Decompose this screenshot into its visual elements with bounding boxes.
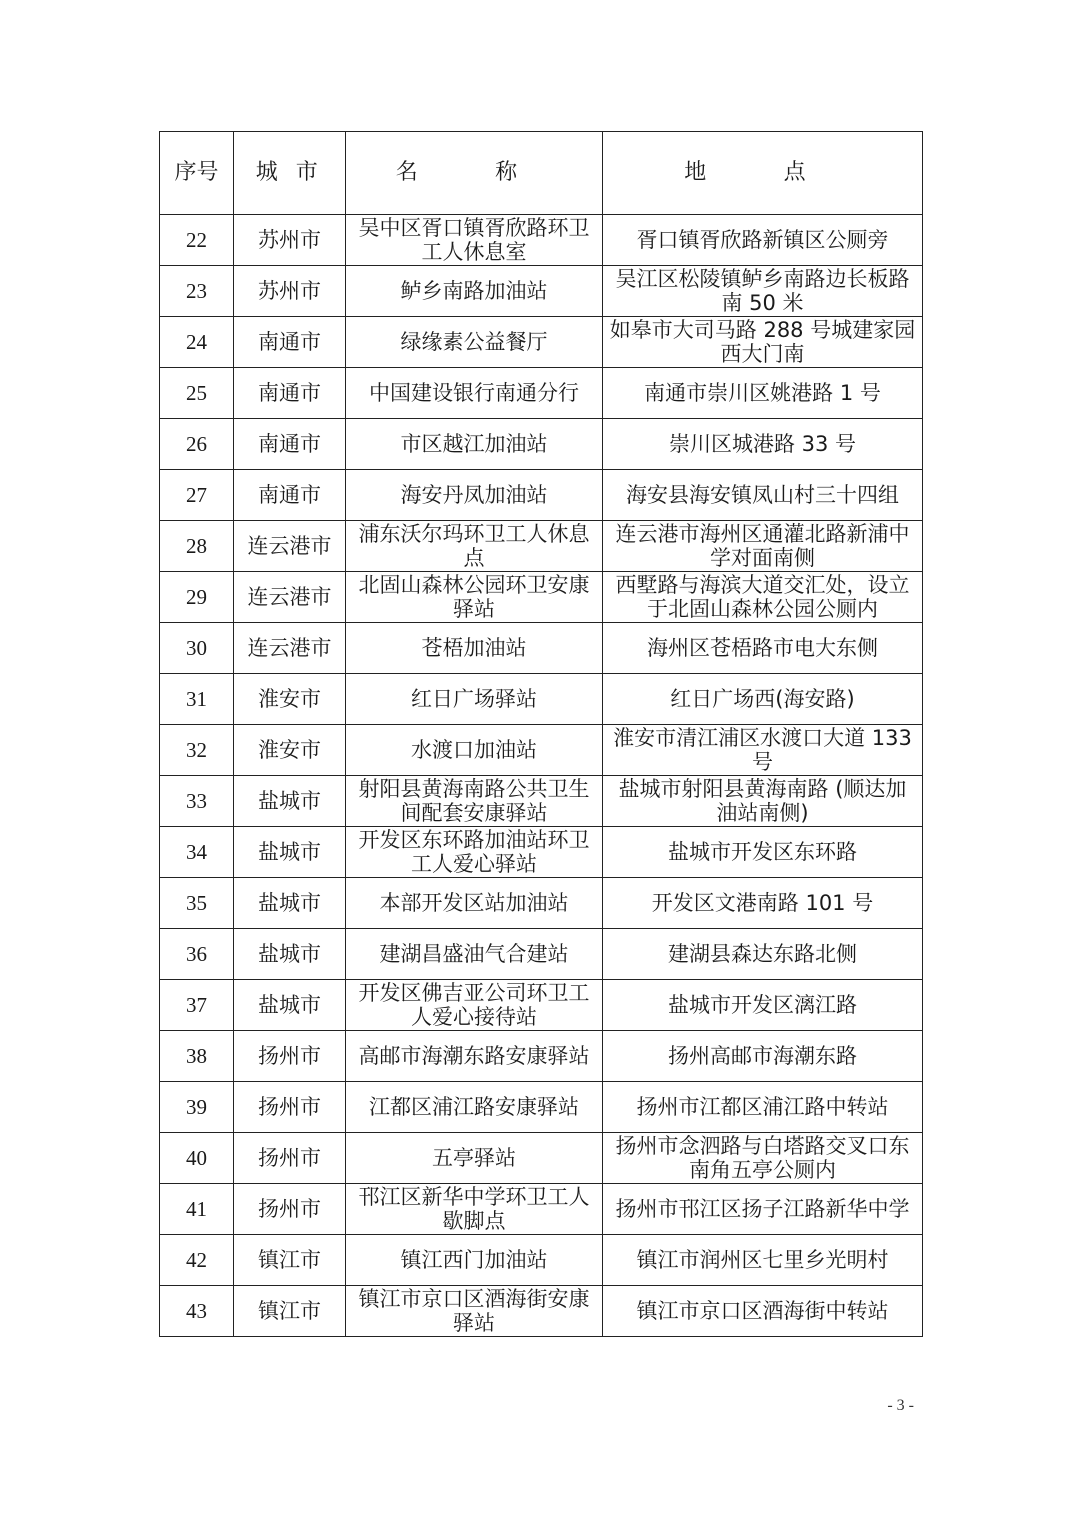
row-location: 南通市崇川区姚港路 1 号 (603, 368, 923, 419)
row-city: 盐城市 (234, 827, 346, 878)
row-location: 镇江市润州区七里乡光明村 (603, 1235, 923, 1286)
row-name: 镇江西门加油站 (346, 1235, 603, 1286)
row-seq: 41 (160, 1184, 234, 1235)
row-name: 市区越江加油站 (346, 419, 603, 470)
row-location: 红日广场西(海安路) (603, 674, 923, 725)
row-name: 浦东沃尔玛环卫工人休息点 (346, 521, 603, 572)
table-row (160, 878, 923, 929)
row-location: 海州区苍梧路市电大东侧 (603, 623, 923, 674)
table-row (160, 1133, 923, 1184)
row-location: 崇川区城港路 33 号 (603, 419, 923, 470)
row-location: 扬州市邗江区扬子江路新华中学 (603, 1184, 923, 1235)
row-seq: 23 (160, 266, 234, 317)
table-row (160, 266, 923, 317)
row-name: 海安丹凤加油站 (346, 470, 603, 521)
row-name: 北固山森林公园环卫安康驿站 (346, 572, 603, 623)
table-row (160, 776, 923, 827)
row-seq: 30 (160, 623, 234, 674)
table-row (160, 674, 923, 725)
row-seq: 42 (160, 1235, 234, 1286)
table-row (160, 725, 923, 776)
row-name: 红日广场驿站 (346, 674, 603, 725)
row-city: 盐城市 (234, 980, 346, 1031)
row-name: 苍梧加油站 (346, 623, 603, 674)
table-row (160, 1184, 923, 1235)
row-name: 邗江区新华中学环卫工人歇脚点 (346, 1184, 603, 1235)
row-name: 本部开发区站加油站 (346, 878, 603, 929)
row-location: 建湖县森达东路北侧 (603, 929, 923, 980)
table-row (160, 1031, 923, 1082)
row-name: 鲈乡南路加油站 (346, 266, 603, 317)
row-seq: 38 (160, 1031, 234, 1082)
row-seq: 27 (160, 470, 234, 521)
table-row (160, 215, 923, 266)
row-location: 扬州市念泗路与白塔路交叉口东南角五亭公厕内 (603, 1133, 923, 1184)
row-name: 射阳县黄海南路公共卫生间配套安康驿站 (346, 776, 603, 827)
row-city: 淮安市 (234, 674, 346, 725)
row-seq: 43 (160, 1286, 234, 1337)
row-city: 扬州市 (234, 1082, 346, 1133)
row-location: 镇江市京口区酒海街中转站 (603, 1286, 923, 1337)
table-row (160, 980, 923, 1031)
row-name: 中国建设银行南通分行 (346, 368, 603, 419)
table-body (160, 215, 923, 1337)
stations-table (159, 131, 923, 1337)
row-name: 江都区浦江路安康驿站 (346, 1082, 603, 1133)
row-city: 盐城市 (234, 929, 346, 980)
table-row (160, 1286, 923, 1337)
header-location: 地 点 (603, 132, 923, 215)
header-city: 城 市 (234, 132, 346, 215)
row-name: 高邮市海潮东路安康驿站 (346, 1031, 603, 1082)
row-seq: 26 (160, 419, 234, 470)
row-seq: 29 (160, 572, 234, 623)
row-location: 胥口镇胥欣路新镇区公厕旁 (603, 215, 923, 266)
row-seq: 31 (160, 674, 234, 725)
table-header-row (160, 132, 923, 215)
row-name: 绿缘素公益餐厅 (346, 317, 603, 368)
table-row (160, 317, 923, 368)
table-row (160, 1082, 923, 1133)
row-city: 苏州市 (234, 266, 346, 317)
row-city: 连云港市 (234, 623, 346, 674)
row-city: 镇江市 (234, 1286, 346, 1337)
row-city: 南通市 (234, 419, 346, 470)
row-seq: 28 (160, 521, 234, 572)
row-city: 南通市 (234, 317, 346, 368)
row-city: 镇江市 (234, 1235, 346, 1286)
table-row (160, 827, 923, 878)
row-seq: 40 (160, 1133, 234, 1184)
row-location: 扬州高邮市海潮东路 (603, 1031, 923, 1082)
row-name: 建湖昌盛油气合建站 (346, 929, 603, 980)
row-location: 盐城市开发区漓江路 (603, 980, 923, 1031)
table-row (160, 572, 923, 623)
row-location: 盐城市开发区东环路 (603, 827, 923, 878)
table-row (160, 470, 923, 521)
row-location: 西墅路与海滨大道交汇处，设立于北固山森林公园公厕内 (603, 572, 923, 623)
header-name: 名 称 (346, 132, 603, 215)
row-city: 连云港市 (234, 521, 346, 572)
row-seq: 39 (160, 1082, 234, 1133)
row-name: 水渡口加油站 (346, 725, 603, 776)
row-location: 开发区文港南路 101 号 (603, 878, 923, 929)
row-city: 扬州市 (234, 1133, 346, 1184)
row-name: 开发区佛吉亚公司环卫工人爱心接待站 (346, 980, 603, 1031)
row-seq: 22 (160, 215, 234, 266)
row-location: 吴江区松陵镇鲈乡南路边长板路南 50 米 (603, 266, 923, 317)
row-city: 扬州市 (234, 1031, 346, 1082)
row-city: 扬州市 (234, 1184, 346, 1235)
row-city: 苏州市 (234, 215, 346, 266)
table-row (160, 521, 923, 572)
row-seq: 32 (160, 725, 234, 776)
table-row (160, 623, 923, 674)
row-location: 海安县海安镇凤山村三十四组 (603, 470, 923, 521)
row-name: 开发区东环路加油站环卫工人爱心驿站 (346, 827, 603, 878)
row-city: 盐城市 (234, 878, 346, 929)
row-seq: 24 (160, 317, 234, 368)
row-location: 淮安市清江浦区水渡口大道 133 号 (603, 725, 923, 776)
row-city: 盐城市 (234, 776, 346, 827)
row-seq: 34 (160, 827, 234, 878)
table-row (160, 368, 923, 419)
row-name: 镇江市京口区酒海街安康驿站 (346, 1286, 603, 1337)
row-location: 盐城市射阳县黄海南路 (顺达加油站南侧) (603, 776, 923, 827)
row-location: 扬州市江都区浦江路中转站 (603, 1082, 923, 1133)
table-row (160, 419, 923, 470)
row-seq: 35 (160, 878, 234, 929)
row-seq: 36 (160, 929, 234, 980)
row-name: 五亭驿站 (346, 1133, 603, 1184)
row-location: 如皋市大司马路 288 号城建家园西大门南 (603, 317, 923, 368)
row-city: 南通市 (234, 368, 346, 419)
row-seq: 37 (160, 980, 234, 1031)
page-number: - 3 - (887, 1397, 914, 1414)
header-seq: 序号 (160, 132, 234, 215)
row-location: 连云港市海州区通灌北路新浦中学对面南侧 (603, 521, 923, 572)
row-city: 连云港市 (234, 572, 346, 623)
row-seq: 25 (160, 368, 234, 419)
table-row (160, 1235, 923, 1286)
row-city: 南通市 (234, 470, 346, 521)
row-name: 吴中区胥口镇胥欣路环卫工人休息室 (346, 215, 603, 266)
row-seq: 33 (160, 776, 234, 827)
row-city: 淮安市 (234, 725, 346, 776)
table-row (160, 929, 923, 980)
